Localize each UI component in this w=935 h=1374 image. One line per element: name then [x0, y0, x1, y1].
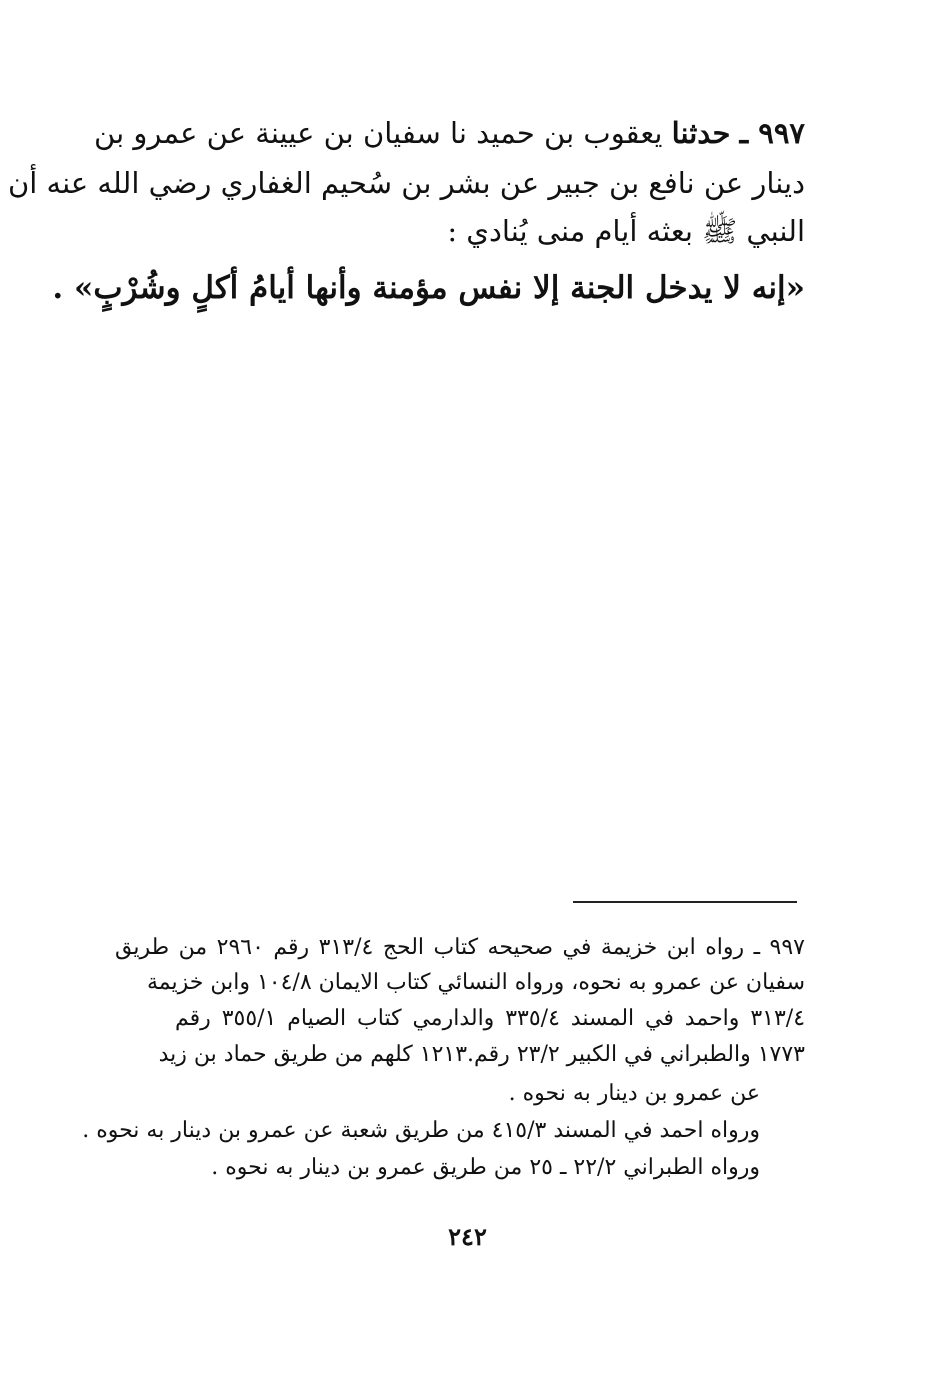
footnote-line-5: عن عمرو بن دينار به نحوه . — [508, 1081, 760, 1106]
hadith-line-2: دينار عن نافع بن جبير عن بشر بن سُحيم الغفاري رضي الله عنه أن — [7, 166, 805, 200]
footnote-line-2: سفيان عن عمرو به نحوه، ورواه النسائي كتاب الايمان ١٠٤/٨ وابن خزيمة — [146, 970, 805, 995]
footnote-line-3: ٣١٣/٤ واحمد في المسند ٣٣٥/٤ والدارمي كتاب الصيام ٣٥٥/١ رقم — [175, 1006, 806, 1031]
hadith-line-3: النبي ﷺ بعثه أيام منى يُنادي : — [447, 214, 805, 248]
footnote-line-6: ورواه احمد في المسند ٤١٥/٣ من طريق شعبة عن عمرو بن دينار به نحوه . — [82, 1118, 760, 1143]
hadith-line-1-text: يعقوب بن حميد نا سفيان بن عيينة عن عمرو بن — [94, 116, 663, 150]
footnote-line-1: ٩٩٧ ـ رواه ابن خزيمة في صحيحه كتاب الحج ٣١٣/٤ رقم ٢٩٦٠ من طريق — [115, 935, 805, 960]
hadith-line-1 — [94, 116, 805, 150]
footnote-line-7: ورواه الطبراني ٢٢/٢ ـ ٢٥ من طريق عمرو بن دينار به نحوه . — [211, 1155, 760, 1180]
page-number: ٢٤٢ — [448, 1222, 487, 1251]
hadith-text: «إنه لا يدخل الجنة إلا نفس مؤمنة وأنها أيامُ أكلٍ وشُرْبٍ» . — [52, 270, 805, 306]
hadith-lead-word: حدثنا — [671, 116, 731, 150]
hadith-number: ٩٩٧ ـ — [739, 116, 805, 150]
footnote-separator — [573, 901, 797, 903]
footnote-line-4: ١٧٧٣ والطبراني في الكبير ٢٣/٢ رقم.١٢١٣ كلهم من طريق حماد بن زيد — [158, 1042, 805, 1067]
